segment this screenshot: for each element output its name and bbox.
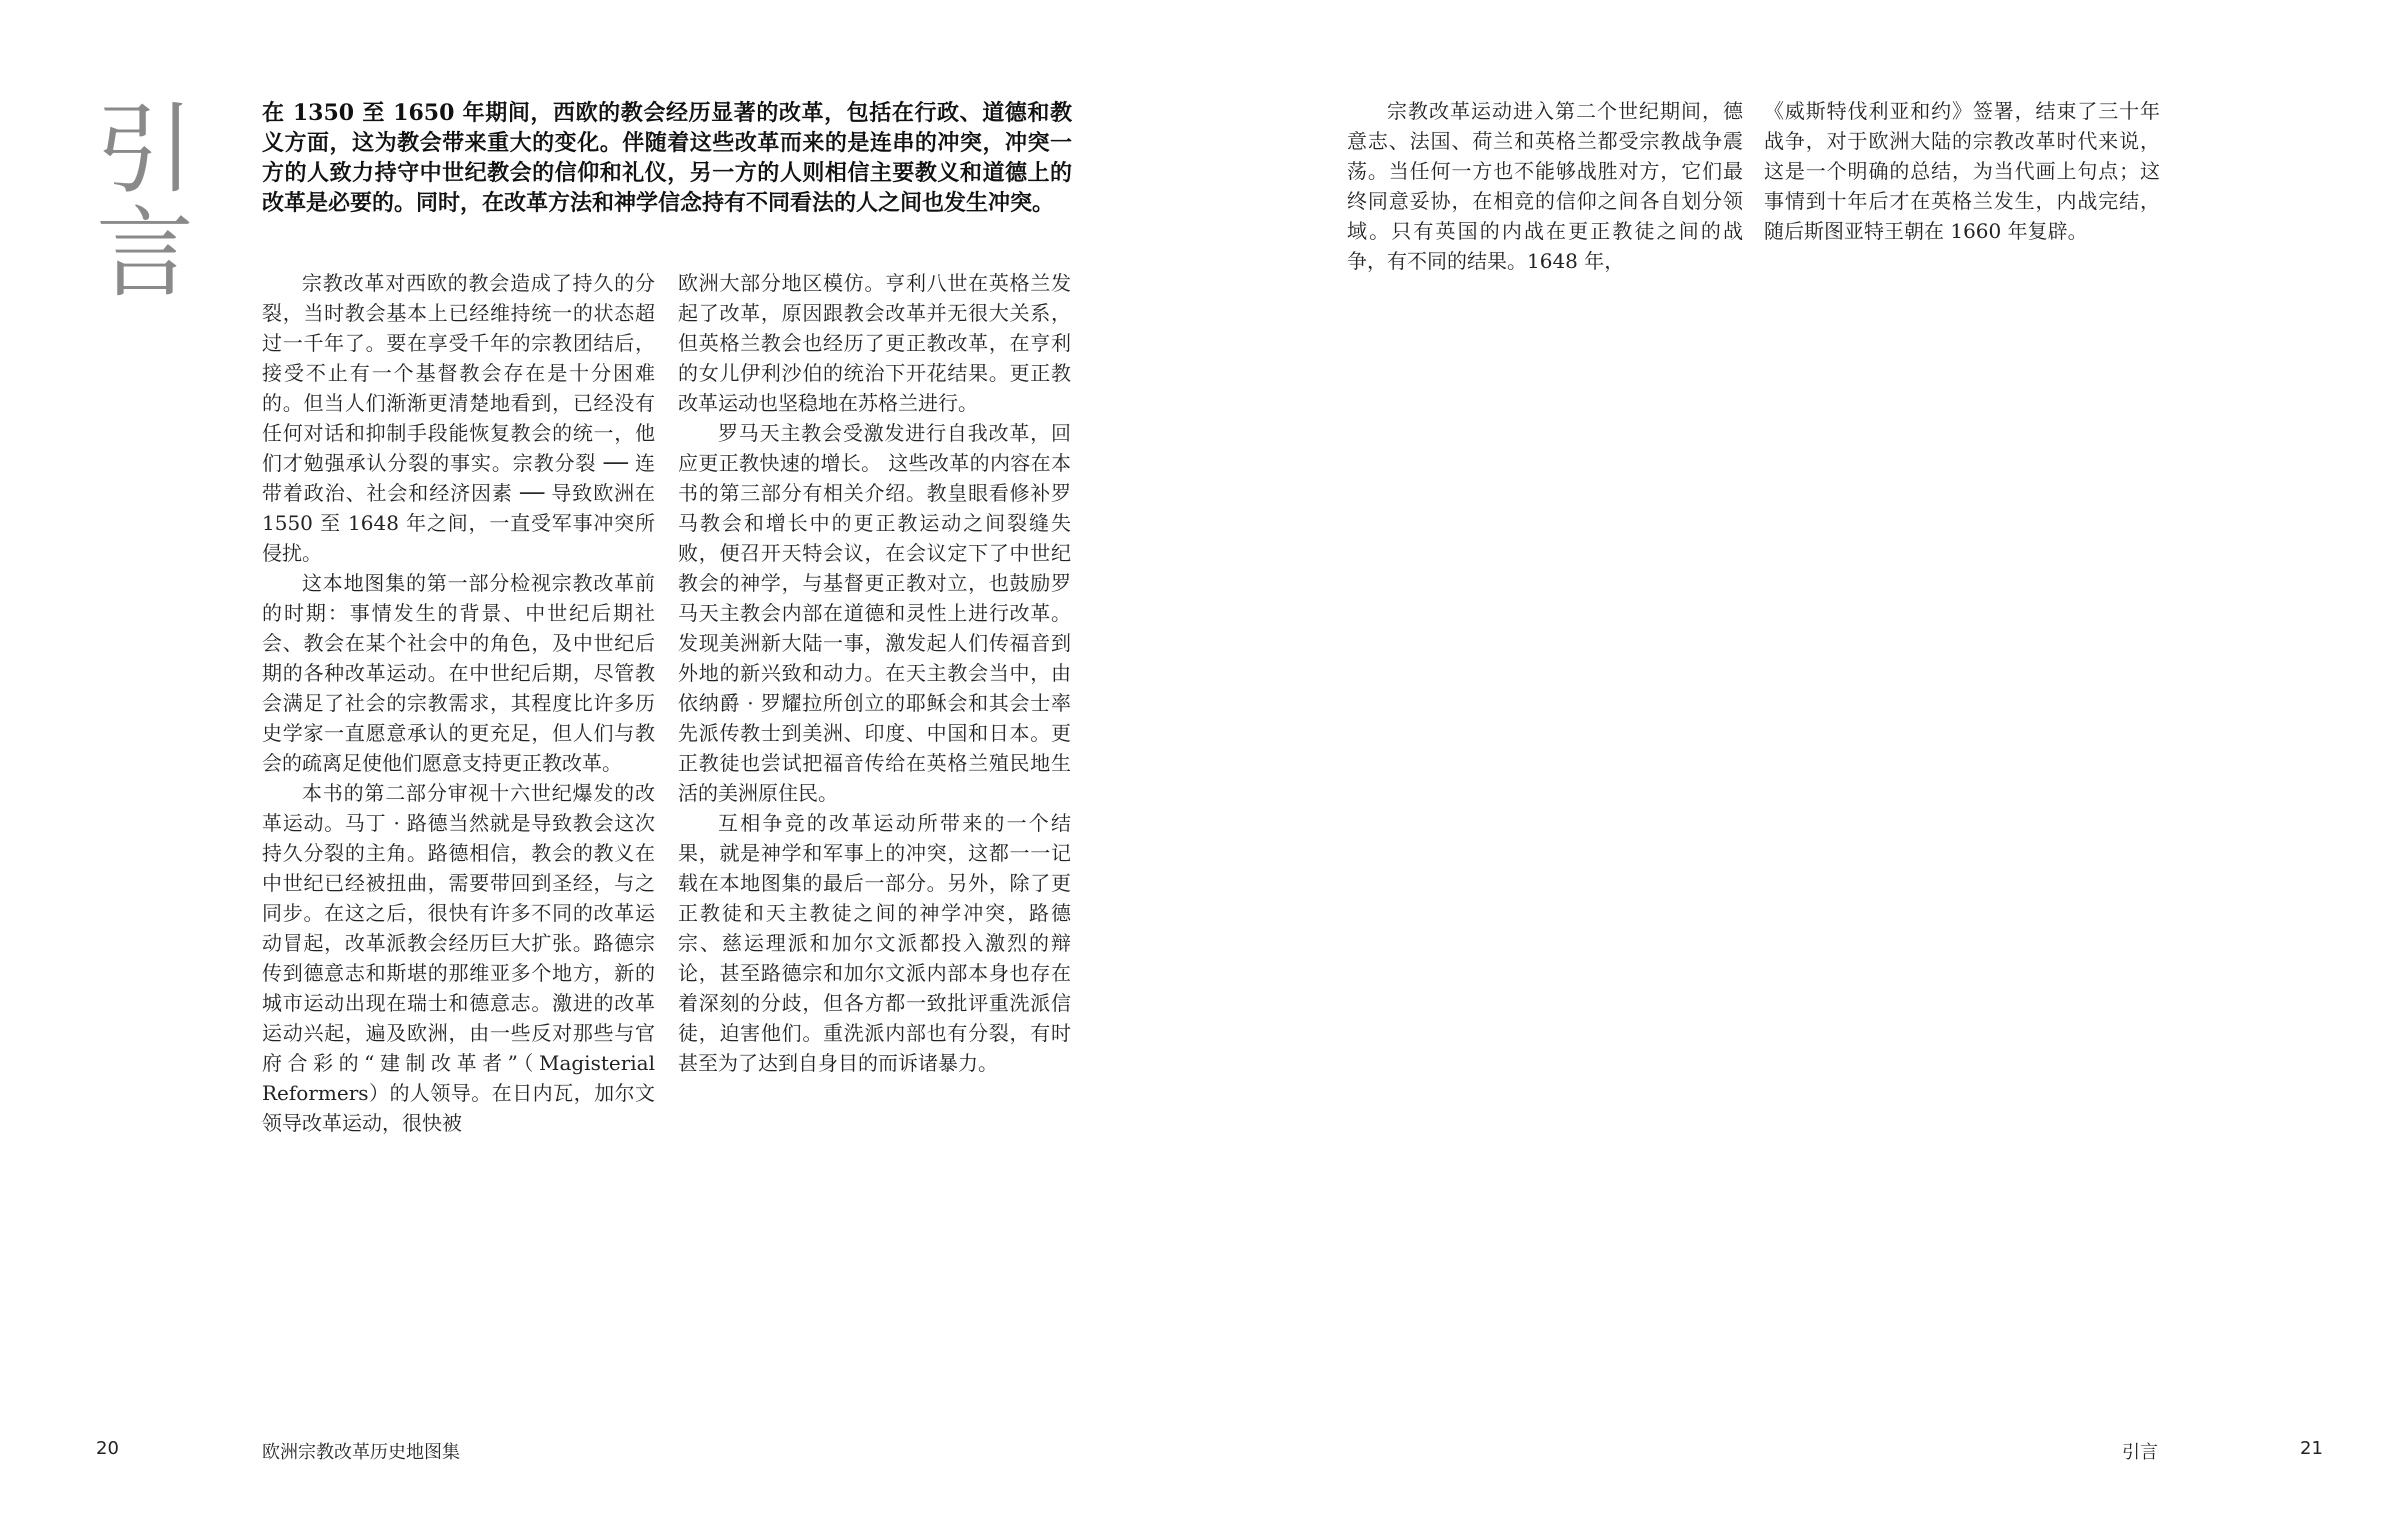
chapter-title bbox=[96, 93, 196, 311]
page-number-left: 20 bbox=[96, 1438, 119, 1459]
chapter-title-char: 言 bbox=[96, 197, 195, 311]
body-paragraph: 宗教改革对西欧的教会造成了持久的分裂，当时教会基本上已经维持统一的状态超过一千年了。要在享受千年的宗教团结后，接受不止有一个基督教会存在是十分困难的。但当人们渐渐更清楚地看到，已经没有任何对话和抑制手段能恢复教会的统一，他们才勉强承认分裂的事实。宗教分裂 ── 连带着政治、社会和经济因素 ── 导致欧洲在 1550 至 1648 年之间，一直受军事冲突所侵扰。 bbox=[262, 271, 655, 565]
body-paragraph: 互相争竞的改革运动所带来的一个结果，就是神学和军事上的冲突，这都一一记载在本地图集的最后一部分。另外，除了更正教徒和天主教徒之间的神学冲突，路德宗、慈运理派和加尔文派都投入激烈的辩论，甚至路德宗和加尔文派内部本身也存在着深刻的分歧，但各方都一致批评重洗派信徒，迫害他们。重洗派内部也有分裂，有时甚至为了达到自身目的而诉诸暴力。 bbox=[678, 811, 1071, 1075]
running-title-right: 引言 bbox=[2122, 1442, 2158, 1463]
body-paragraph: 本书的第二部分审视十六世纪爆发的改革运动。马丁 · 路德当然就是导致教会这次持久分裂的主角。路德相信，教会的教义在中世纪已经被扭曲，需要带回到圣经，与之同步。在这之后，很快有许多不同的改革运动冒起，改革派教会经历巨大扩张。路德宗传到德意志和斯堪的那维亚多个地方，新的城市运动出现在瑞士和德意志。激进的改革运动兴起，遍及欧洲，由一些反对那些与官府合彩的“建制改革者”（Magisterial Reformers）的人领导。在日内瓦，加尔文领导改革运动，很快被 bbox=[262, 781, 655, 1135]
text-column-1 bbox=[262, 268, 655, 1138]
text-column-2 bbox=[678, 268, 1071, 1078]
body-paragraph: 宗教改革运动进入第二个世纪期间，德意志、法国、荷兰和英格兰都受宗教战争震荡。当任何一方也不能够战胜对方，它们最终同意妥协，在相竞的信仰之间各自划分领域。只有英国的内战在更正教徒之间的战争，有不同的结果。1648 年， bbox=[1347, 99, 1743, 273]
page-number-right: 21 bbox=[2300, 1438, 2323, 1459]
text-column-3 bbox=[1347, 96, 1743, 276]
text-column-4 bbox=[1764, 96, 2160, 246]
running-title-left: 欧洲宗教改革历史地图集 bbox=[262, 1442, 460, 1463]
body-paragraph-continued: 欧洲大部分地区模仿。亨利八世在英格兰发起了改革，原因跟教会改革并无很大关系，但英格兰教会也经历了更正教改革，在亨利的女儿伊利沙伯的统治下开花结果。更正教改革运动也坚稳地在苏格兰进行。 bbox=[678, 271, 1071, 415]
body-paragraph: 这本地图集的第一部分检视宗教改革前的时期：事情发生的背景、中世纪后期社会、教会在某个社会中的角色，及中世纪后期的各种改革运动。在中世纪后期，尽管教会满足了社会的宗教需求，其程度比许多历史学家一直愿意承认的更充足，但人们与教会的疏离足使他们愿意支持更正教改革。 bbox=[262, 571, 655, 775]
body-paragraph-continued: 《威斯特伐利亚和约》签署，结束了三十年战争，对于欧洲大陆的宗教改革时代来说，这是一个明确的总结，为当代画上句点；这事情到十年后才在英格兰发生，内战完结，随后斯图亚特王朝在 1660 年复辟。 bbox=[1764, 99, 2160, 243]
body-paragraph: 罗马天主教会受激发进行自我改革，回应更正教快速的增长。 这些改革的内容在本书的第三部分有相关介绍。教皇眼看修补罗马教会和增长中的更正教运动之间裂缝失败，便召开天特会议，在会议定下了中世纪教会的神学，与基督更正教对立，也鼓励罗马天主教会内部在道德和灵性上进行改革。发现美洲新大陆一事，激发起人们传福音到外地的新兴致和动力。在天主教会当中，由依纳爵 · 罗耀拉所创立的耶稣会和其会士率先派传教士到美洲、印度、中国和日本。更正教徒也尝试把福音传给在英格兰殖民地生活的美洲原住民。 bbox=[678, 421, 1071, 805]
lead-paragraph: 在 1350 至 1650 年期间，西欧的教会经历显著的改革，包括在行政、道德和教义方面，这为教会带来重大的变化。伴随着这些改革而来的是连串的冲突，冲突一方的人致力持守中世纪教会的信仰和礼仪，另一方的人则相信主要教义和道德上的改革是必要的。同时，在改革方法和神学信念持有不同看法的人之间也发生冲突。 bbox=[262, 100, 1072, 216]
chapter-title-char: 引 bbox=[96, 93, 195, 207]
